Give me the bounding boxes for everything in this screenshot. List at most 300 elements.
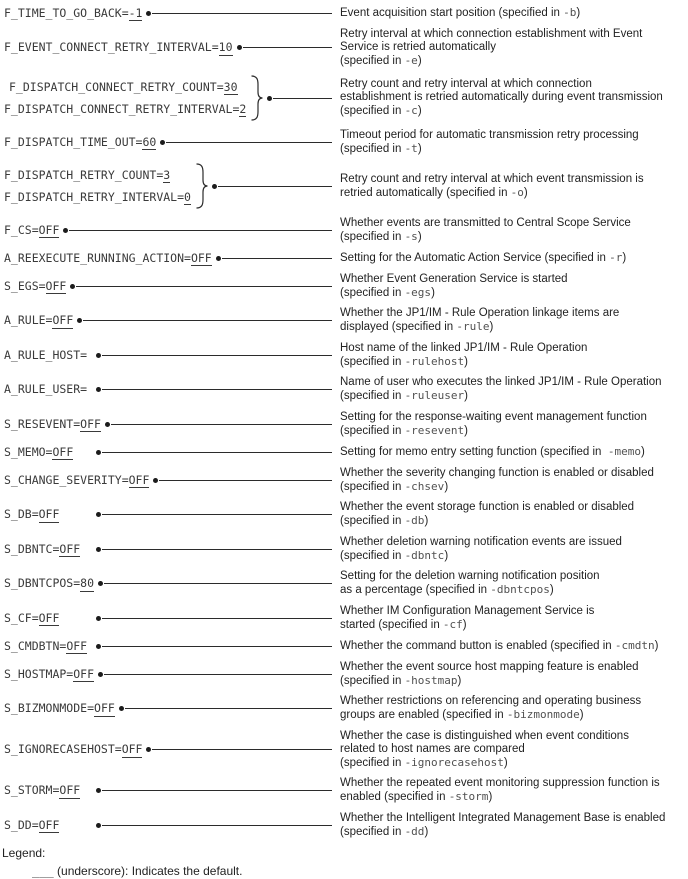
param-text: F_DISPATCH_CONNECT_RETRY_COUNT= xyxy=(9,79,224,94)
description xyxy=(334,173,688,200)
connector-bullet-icon xyxy=(96,450,101,455)
param-row xyxy=(4,605,688,632)
param-stack xyxy=(4,418,101,431)
param-row xyxy=(4,812,688,839)
connector-line xyxy=(102,514,332,515)
description xyxy=(334,570,688,597)
param-stack xyxy=(4,7,142,20)
param-name xyxy=(4,136,156,149)
param-default-value: OFF xyxy=(94,701,115,715)
description-text: Name of user who executes the linked JP1/IM - Rule Operation xyxy=(340,376,662,388)
connector-bullet-icon xyxy=(77,318,82,323)
param-row xyxy=(4,307,688,334)
param-row xyxy=(4,445,688,459)
description-text: Setting for memo entry setting function (specified in xyxy=(340,446,608,458)
param-row xyxy=(4,28,688,68)
description-line xyxy=(340,514,688,528)
param-connector-area xyxy=(4,75,334,121)
connector-line xyxy=(166,142,332,143)
description-line xyxy=(340,730,688,743)
param-default-value: 10 xyxy=(218,40,233,54)
param-row xyxy=(4,273,688,300)
description-text: Whether the event storage function is enabled or disabled xyxy=(340,501,635,513)
param-default-value: 3 xyxy=(163,167,171,182)
description-line xyxy=(340,825,688,839)
description xyxy=(334,639,688,653)
param-stack xyxy=(4,543,92,556)
param-text: F_DISPATCH_TIME_OUT= xyxy=(4,134,143,149)
param-default-value: -1 xyxy=(128,5,143,20)
description xyxy=(334,445,688,459)
param-row xyxy=(4,661,688,688)
description-text: ) xyxy=(622,252,627,264)
description xyxy=(334,536,688,563)
description-line xyxy=(340,54,688,68)
description-text: ) xyxy=(464,390,469,402)
description-text: started (specified in xyxy=(340,618,443,631)
param-connector-area xyxy=(4,743,334,756)
param-text: S_DBNTC= xyxy=(4,541,60,556)
param-default-value: OFF xyxy=(80,416,101,431)
option-flag: -ignorecasehost xyxy=(404,755,504,769)
connector-bullet-icon xyxy=(98,672,103,677)
param-text: S_CMDBTN= xyxy=(4,638,67,653)
param-stack xyxy=(4,640,92,653)
description-line xyxy=(340,549,688,563)
param-connector-area xyxy=(4,668,334,681)
param-name xyxy=(4,640,92,653)
description-line xyxy=(340,320,688,334)
description-text: ) xyxy=(424,515,429,527)
description-text: displayed (specified in xyxy=(340,321,457,333)
connector-line xyxy=(125,708,332,709)
description xyxy=(334,6,688,20)
description-text: ) xyxy=(417,105,422,117)
description-line xyxy=(340,78,688,91)
param-row xyxy=(4,570,688,597)
description-line xyxy=(340,501,688,514)
connector-line xyxy=(76,286,332,287)
description xyxy=(334,78,688,118)
param-stack xyxy=(4,784,92,797)
param-stack xyxy=(4,224,59,237)
description-text: as a percentage (specified in xyxy=(340,584,491,596)
param-name xyxy=(4,191,191,204)
param-connector-area xyxy=(4,383,334,396)
param-stack xyxy=(4,349,92,362)
param-name xyxy=(4,81,246,94)
param-row xyxy=(4,217,688,244)
param-connector-area xyxy=(4,577,334,590)
description-text: ) xyxy=(457,674,462,687)
description-line xyxy=(340,695,688,708)
param-text: A_REEXECUTE_RUNNING_ACTION= xyxy=(4,250,191,265)
description-line xyxy=(340,743,688,756)
connector-line xyxy=(102,389,332,390)
description-text: ) xyxy=(431,286,435,299)
description-text: Whether Event Generation Service is started xyxy=(340,272,568,285)
connector-bullet-icon xyxy=(96,788,101,793)
legend-text: (underscore): Indicates the default. xyxy=(53,864,243,878)
connector-bullet-icon xyxy=(96,512,101,517)
description-text: (specified in xyxy=(340,355,405,368)
option-flag: -e xyxy=(404,53,418,67)
connector-bullet-icon xyxy=(96,353,101,358)
description-line xyxy=(340,342,688,355)
description-text: related to host names are compared xyxy=(340,742,525,755)
description-line xyxy=(340,376,688,389)
param-name xyxy=(4,280,66,293)
description-text: Whether restrictions on referencing and operating business xyxy=(340,695,642,707)
description-text: ) xyxy=(503,756,508,769)
option-flag: -s xyxy=(404,229,418,243)
param-row xyxy=(4,75,688,121)
description-text: Whether the command button is enabled (specified in xyxy=(340,640,615,652)
description xyxy=(334,28,688,68)
description-text: ) xyxy=(523,186,528,199)
param-connector-area xyxy=(4,41,334,54)
param-row xyxy=(4,411,688,438)
description-text: Host name of the linked JP1/IM - Rule Operation xyxy=(340,341,588,354)
description-text: (specified in xyxy=(340,230,405,243)
description-text: (specified in xyxy=(340,825,405,838)
connector-line xyxy=(218,186,332,187)
option-flag: -dd xyxy=(404,824,425,838)
option-flag: -egs xyxy=(404,285,432,299)
description-line xyxy=(340,777,688,790)
connector-bullet-icon xyxy=(153,478,158,483)
description-line xyxy=(340,790,688,804)
description-line xyxy=(340,41,688,54)
description-text: (specified in xyxy=(340,142,405,155)
description-line xyxy=(340,480,688,494)
option-flag: -memo xyxy=(607,445,641,458)
description-text: enabled (specified in xyxy=(340,791,449,803)
param-connector-area xyxy=(4,280,334,293)
description-line xyxy=(340,104,688,118)
description-line xyxy=(340,173,688,186)
param-text: F_EVENT_CONNECT_RETRY_INTERVAL= xyxy=(4,40,219,54)
description-line xyxy=(340,618,688,632)
description xyxy=(334,812,688,839)
param-text: F_DISPATCH_CONNECT_RETRY_INTERVAL= xyxy=(4,101,240,116)
param-default-value: OFF xyxy=(45,278,67,293)
param-text: S_DB= xyxy=(4,507,39,521)
description-line xyxy=(340,389,688,403)
param-name xyxy=(4,103,246,116)
param-text: F_DISPATCH_RETRY_INTERVAL= xyxy=(4,189,185,204)
param-row xyxy=(4,251,688,265)
description-text: establishment is retried automatically during event transmission xyxy=(340,91,663,103)
param-text: S_STORM= xyxy=(4,783,60,797)
param-row xyxy=(4,342,688,369)
param-text: F_DISPATCH_RETRY_COUNT= xyxy=(4,167,164,182)
param-name xyxy=(4,784,92,797)
param-stack xyxy=(4,612,92,625)
option-flag: -dbntcpos xyxy=(490,583,550,596)
description-line xyxy=(340,674,688,688)
description xyxy=(334,307,688,334)
description xyxy=(334,376,688,403)
param-default-value: OFF xyxy=(52,444,74,459)
description-text: (specified in xyxy=(340,756,405,769)
param-name xyxy=(4,41,233,54)
description-line xyxy=(340,142,688,156)
param-row xyxy=(4,695,688,722)
description xyxy=(334,777,688,804)
description-text: Setting for the response-waiting event management function xyxy=(340,410,647,423)
description-text: Whether the case is distinguished when event conditions xyxy=(340,729,629,742)
param-row xyxy=(4,6,688,20)
param-connector-area xyxy=(4,252,334,265)
description-text: Service is retried automatically xyxy=(340,40,496,53)
param-connector-area xyxy=(4,446,334,459)
description xyxy=(334,217,688,244)
description-text: ) xyxy=(417,54,422,67)
connector-bullet-icon xyxy=(96,823,101,828)
description-line xyxy=(340,583,688,597)
description xyxy=(334,411,688,438)
option-flag: -rulehost xyxy=(404,354,465,368)
description-text: Whether IM Configuration Management Service is xyxy=(340,604,595,617)
param-stack xyxy=(4,81,246,116)
description xyxy=(334,251,688,265)
description-text: Whether the severity changing function is enabled or disabled xyxy=(340,466,654,479)
description-text: Whether the JP1/IM - Rule Operation linkage items are xyxy=(340,307,620,319)
param-default-value: OFF xyxy=(66,638,88,653)
connector-line xyxy=(243,47,333,48)
param-stack xyxy=(4,41,233,54)
param-text: A_RULE= xyxy=(4,313,53,327)
param-default-value: OFF xyxy=(73,666,95,681)
underscore-symbol: ___ xyxy=(32,864,54,878)
param-name xyxy=(4,7,142,20)
param-row xyxy=(4,730,688,770)
param-default-value: OFF xyxy=(59,541,81,556)
param-text: S_MEMO= xyxy=(4,444,53,459)
description-line xyxy=(340,230,688,244)
option-flag: -chsev xyxy=(404,479,445,493)
param-connector-area xyxy=(4,418,334,431)
param-name xyxy=(4,383,92,396)
param-stack xyxy=(4,577,94,590)
option-flag: -dbntc xyxy=(404,548,445,562)
connector-line xyxy=(152,749,332,750)
param-stack xyxy=(4,508,92,521)
connector-bullet-icon xyxy=(146,11,151,16)
description-line xyxy=(340,639,688,653)
description xyxy=(334,129,688,156)
connector-bullet-icon xyxy=(70,284,75,289)
param-default-value: OFF xyxy=(38,222,60,237)
param-stack xyxy=(4,169,191,204)
param-default-value: 0 xyxy=(184,189,191,204)
description-line xyxy=(340,251,688,265)
description-line xyxy=(340,186,688,200)
description-text: Whether the event source host mapping feature is enabled xyxy=(340,660,639,673)
param-stack xyxy=(4,136,156,149)
option-flag: -resevent xyxy=(404,423,465,437)
connector-bullet-icon xyxy=(146,747,151,752)
description-text: Whether the Intelligent Integrated Management Base is enabled xyxy=(340,811,666,824)
description xyxy=(334,730,688,770)
connector-line xyxy=(83,320,332,321)
param-default-value: 2 xyxy=(239,101,247,116)
param-stack xyxy=(4,743,142,756)
param-text: F_TIME_TO_GO_BACK= xyxy=(4,5,129,20)
description-text: (specified in xyxy=(340,286,405,299)
param-stack xyxy=(4,280,66,293)
param-row xyxy=(4,501,688,528)
description-text: (specified in xyxy=(340,480,405,493)
option-flag: -o xyxy=(510,185,524,199)
option-flag: -ruleuser xyxy=(404,389,465,402)
param-stack xyxy=(4,819,92,832)
param-connector-area xyxy=(4,702,334,715)
description-line xyxy=(340,445,688,459)
param-stack xyxy=(4,474,149,487)
description-text: (specified in xyxy=(340,424,405,437)
description-text: ) xyxy=(424,825,429,838)
connector-line xyxy=(222,258,332,259)
connector-line xyxy=(69,230,332,231)
param-name xyxy=(4,169,191,182)
connector-line xyxy=(159,480,332,481)
description-line xyxy=(340,605,688,618)
description-line xyxy=(340,661,688,674)
connector-bullet-icon xyxy=(96,644,101,649)
legend xyxy=(0,846,688,879)
param-text: S_RESEVENT= xyxy=(4,416,81,431)
description-line xyxy=(340,217,688,230)
param-connector-area xyxy=(4,640,334,653)
param-connector-area xyxy=(4,314,334,327)
param-text: S_IGNORECASEHOST= xyxy=(4,742,122,756)
option-flag: -rule xyxy=(456,320,490,333)
legend-entry xyxy=(2,864,688,879)
connector-bullet-icon xyxy=(119,706,124,711)
description-line xyxy=(340,708,688,722)
param-row xyxy=(4,639,688,653)
connector-line xyxy=(152,13,332,14)
description-text: ) xyxy=(417,230,422,243)
connector-bullet-icon xyxy=(216,256,221,261)
param-row xyxy=(4,777,688,804)
param-stack xyxy=(4,446,92,459)
description-line xyxy=(340,91,688,104)
param-text: S_BIZMONMODE= xyxy=(4,701,95,715)
param-text: S_DD= xyxy=(4,817,39,832)
param-name xyxy=(4,819,92,832)
param-name xyxy=(4,349,92,362)
connector-line xyxy=(273,98,332,99)
description-text: ) xyxy=(489,321,494,333)
connector-bullet-icon xyxy=(63,228,68,233)
param-row xyxy=(4,467,688,494)
description-text: Retry interval at which connection establishment with Event xyxy=(340,27,643,40)
option-flag: -c xyxy=(404,104,418,117)
description-line xyxy=(340,129,688,142)
param-text: S_DBNTCPOS= xyxy=(4,576,81,590)
param-text: S_HOSTMAP= xyxy=(4,666,74,681)
connector-line xyxy=(102,646,332,647)
description-text: (specified in xyxy=(340,515,405,527)
param-text: A_RULE_USER= xyxy=(4,382,88,396)
description xyxy=(334,605,688,632)
description-line xyxy=(340,355,688,369)
param-name xyxy=(4,474,149,487)
option-flag: -t xyxy=(404,141,418,155)
param-text: S_CF= xyxy=(4,610,39,625)
param-connector-area xyxy=(4,819,334,832)
param-connector-area xyxy=(4,474,334,487)
connector-bullet-icon xyxy=(160,140,165,145)
connector-line xyxy=(102,790,332,791)
description-text: ) xyxy=(444,549,449,562)
description-text: (specified in xyxy=(340,54,405,67)
description-text: ) xyxy=(640,446,645,458)
description xyxy=(334,467,688,494)
description-text: (specified in xyxy=(340,549,405,562)
option-flag: -storm xyxy=(448,790,489,803)
description xyxy=(334,695,688,722)
brace-icon xyxy=(250,75,263,121)
description-text: ) xyxy=(654,640,659,652)
legend-title: Legend: xyxy=(2,846,46,860)
connector-bullet-icon xyxy=(98,581,103,586)
param-default-value: OFF xyxy=(121,742,143,756)
param-name xyxy=(4,577,94,590)
param-default-value: OFF xyxy=(190,250,212,265)
param-row xyxy=(4,129,688,156)
option-flag: -r xyxy=(609,251,623,264)
param-name xyxy=(4,446,92,459)
connector-bullet-icon xyxy=(237,45,242,50)
param-name xyxy=(4,612,92,625)
description-line xyxy=(340,273,688,286)
description-text: Retry count and retry interval at which connection xyxy=(340,78,592,90)
param-connector-area xyxy=(4,7,334,20)
description-line xyxy=(340,28,688,41)
param-stack xyxy=(4,668,94,681)
description-text: groups are enabled (specified in xyxy=(340,709,507,721)
description-text: Timeout period for automatic transmission retry processing xyxy=(340,128,639,141)
description-text: Whether deletion warning notification events are issued xyxy=(340,535,622,548)
description-line xyxy=(340,307,688,320)
option-flag: -cf xyxy=(442,617,463,631)
description-line xyxy=(340,536,688,549)
description xyxy=(334,273,688,300)
connector-bullet-icon xyxy=(212,184,217,189)
param-connector-area xyxy=(4,349,334,362)
description-text: Retry count and retry interval at which event transmission is xyxy=(340,172,644,185)
param-default-value: 80 xyxy=(80,576,95,590)
connector-bullet-icon xyxy=(96,387,101,392)
param-default-value: OFF xyxy=(38,817,60,832)
param-name xyxy=(4,508,92,521)
param-connector-area xyxy=(4,508,334,521)
description xyxy=(334,661,688,688)
description-text: ) xyxy=(417,142,422,155)
param-stack xyxy=(4,252,212,265)
description-text: ) xyxy=(549,584,554,596)
description-text: ) xyxy=(576,7,581,19)
param-row xyxy=(4,536,688,563)
param-stack xyxy=(4,702,115,715)
param-name xyxy=(4,224,59,237)
param-connector-area xyxy=(4,224,334,237)
description-text: Whether the repeated event monitoring suppression function is xyxy=(340,777,660,789)
